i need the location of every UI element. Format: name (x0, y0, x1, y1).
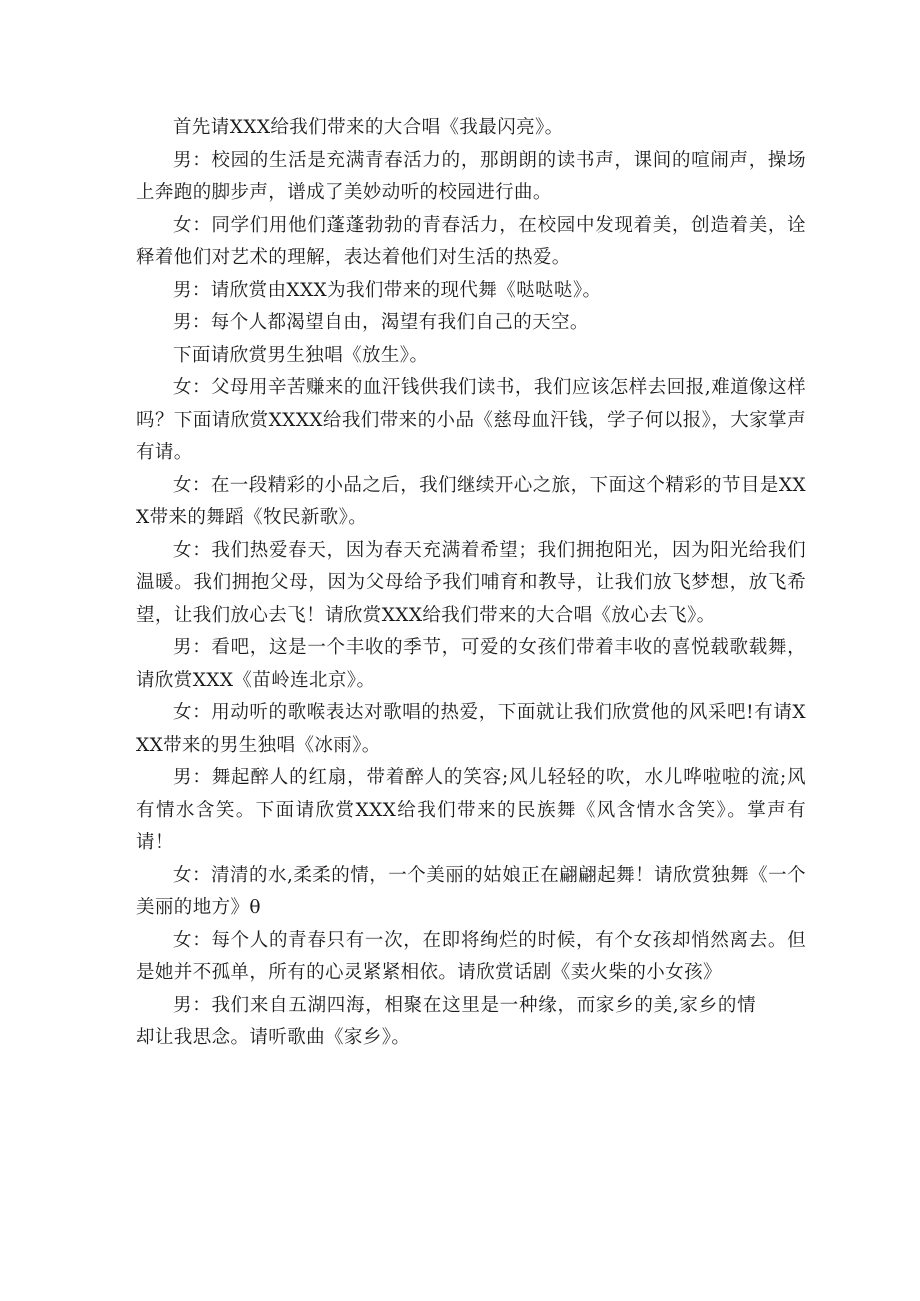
paragraph-11: 女：用动听的歌喉表达对歌唱的热爱，下面就让我们欣赏他的风采吧!有请XXX带来的男生独唱《冰雨》。 (136, 702, 806, 756)
paragraph-9: 女：我们热爱春天，因为春天充满着希望；我们拥抱阳光，因为阳光给我们温暖。我们拥抱父母，因为父母给予我们哺育和教导，让我们放飞梦想，放飞希望，让我们放心去飞！请欣赏XXX给我们带来的大合唱《放心去飞》。 (136, 539, 806, 626)
paragraph-8: 女：在一段精彩的小品之后，我们继续开心之旅，下面这个精彩的节目是XXX带来的舞蹈《牧民新歌》。 (136, 474, 806, 528)
paragraph-7: 女：父母用辛苦赚来的血汗钱供我们读书，我们应该怎样去回报,难道像这样吗？下面请欣赏XXXX给我们带来的小品《慈母血汗钱，学子何以报》，大家掌声有请。 (136, 377, 806, 463)
paragraph-10: 男：看吧，这是一个丰收的季节，可爱的女孩们带着丰收的喜悦载歌载舞，请欣赏XXX《苗岭连北京》。 (136, 637, 806, 691)
paragraph-2: 男：校园的生活是充满青春活力的，那朗朗的读书声，课间的喧闹声，操场上奔跑的脚步声，谱成了美妙动听的校园进行曲。 (136, 149, 806, 203)
paragraph-4: 男：请欣赏由XXX为我们带来的现代舞《哒哒哒》。 (173, 279, 602, 301)
paragraph-14: 女：每个人的青春只有一次，在即将绚烂的时候，有个女孩却悄然离去。但是她并不孤单，所有的心灵紧紧相依。请欣赏话剧《卖火柴的小女孩》 (136, 929, 806, 983)
paragraph-13: 女：清清的水,柔柔的情，一个美丽的姑娘正在翩翩起舞！请欣赏独舞《一个美丽的地方》θ (136, 864, 806, 918)
document-body (136, 112, 806, 1055)
paragraph-12: 男：舞起醉人的红扇，带着醉人的笑容;风儿轻轻的吹，水儿哗啦啦的流;风有情水含笑。下面请欣赏XXX给我们带来的民族舞《风含情水含笑》。掌声有请！ (136, 767, 806, 853)
paragraph-15: 男：我们来自五湖四海，相聚在这里是一种缘，而家乡的美,家乡的情却让我思念。请听歌曲《家乡》。 (136, 994, 756, 1048)
paragraph-5: 男：每个人都渴望自由，渴望有我们自己的天空。 (173, 312, 589, 333)
paragraph-6: 下面请欣赏男生独唱《放生》。 (173, 344, 429, 366)
paragraph-3: 女：同学们用他们蓬蓬勃勃的青春活力，在校园中发现着美，创造着美，诠释着他们对艺术的理解，表达着他们对生活的热爱。 (136, 214, 806, 268)
paragraph-1: 首先请XXX给我们带来的大合唱《我最闪亮》。 (173, 117, 564, 138)
